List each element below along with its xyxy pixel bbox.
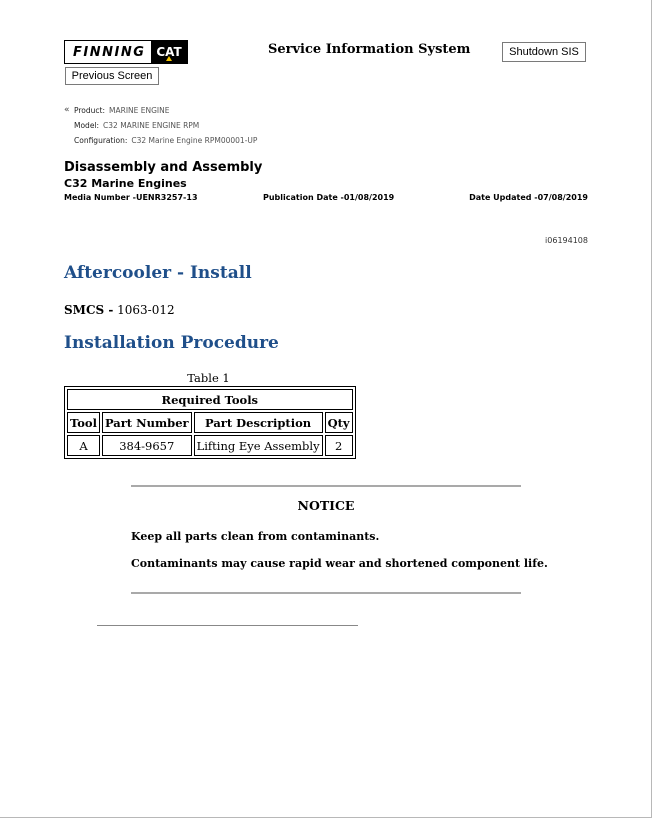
document-type: Disassembly and Assembly (64, 160, 263, 175)
configuration-value: C32 Marine Engine RPM00001-UP (131, 136, 258, 145)
product-context (64, 103, 257, 148)
cell-part-description: Lifting Eye Assembly (194, 435, 323, 456)
notice-divider-top (131, 485, 521, 487)
model-value: C32 MARINE ENGINE RPM (103, 121, 200, 130)
column-header-qty: Qty (325, 412, 353, 433)
shutdown-sis-button[interactable]: Shutdown SIS (502, 42, 586, 62)
smcs-value: 1063-012 (113, 303, 175, 317)
notice-text: Contaminants may cause rapid wear and shortened component life. (131, 557, 548, 570)
configuration-label: Configuration: (74, 136, 128, 145)
cell-tool: A (67, 435, 100, 456)
document-subtitle: C32 Marine Engines (64, 177, 187, 190)
document-id: i06194108 (545, 236, 588, 245)
date-updated: Date Updated -07/08/2019 (469, 193, 588, 202)
previous-screen-button[interactable]: Previous Screen (65, 67, 159, 85)
table-title: Required Tools (67, 389, 353, 410)
smcs-label: SMCS - (64, 303, 114, 317)
product-value: MARINE ENGINE (109, 106, 170, 115)
content-divider (97, 625, 358, 626)
required-tools-table (64, 386, 356, 459)
cat-logo-mark (151, 41, 186, 63)
model-label: Model: (74, 121, 100, 130)
media-number: Media Number -UENR3257-13 (64, 193, 198, 202)
notice-text: Keep all parts clean from contaminants. (131, 530, 380, 543)
column-header-part-description: Part Description (194, 412, 323, 433)
page-title: Aftercooler - Install (64, 263, 252, 283)
system-title: Service Information System (268, 42, 471, 57)
notice-title: NOTICE (297, 498, 355, 513)
notice-divider-bottom (131, 592, 521, 594)
column-header-tool: Tool (67, 412, 100, 433)
cat-triangle-icon (166, 56, 172, 61)
cell-part-number: 384-9657 (102, 435, 192, 456)
finning-cat-logo (64, 40, 188, 64)
smcs-code (64, 303, 175, 317)
table-row (67, 435, 353, 456)
chevron-left-icon[interactable]: « (64, 105, 70, 115)
product-label: Product: (74, 106, 106, 115)
table-header-row (67, 412, 353, 433)
cat-logo-text: CAT (156, 45, 182, 59)
publication-date: Publication Date -01/08/2019 (263, 193, 395, 202)
table-caption: Table 1 (187, 371, 230, 385)
cell-qty: 2 (325, 435, 353, 456)
logo-text: FINNING (65, 41, 151, 63)
procedure-heading: Installation Procedure (64, 333, 279, 353)
column-header-part-number: Part Number (102, 412, 192, 433)
